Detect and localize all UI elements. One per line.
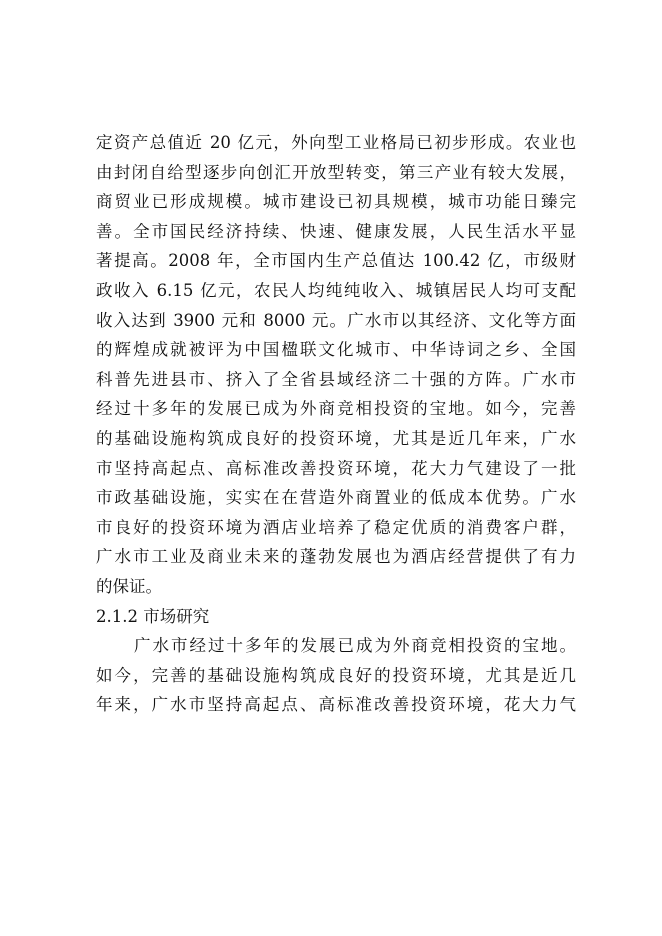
- text-line: 科普先进县市、挤入了全省县域经济二十强的方阵。广水市: [96, 369, 576, 389]
- text-line: 的辉煌成就被评为中国楹联文化城市、中华诗词之乡、全国: [96, 340, 576, 360]
- text-line: 的保证。: [96, 576, 162, 596]
- text-line: 政收入 6.15 亿元，农民人均纯纯收入、城镇居民人均可支配: [96, 280, 576, 300]
- text-line: 广水市经过十多年的发展已成为外商竞相投资的宝地。: [134, 636, 576, 656]
- text-line: 善。全市国民经济持续、快速、健康发展，人民生活水平显: [96, 221, 576, 241]
- text-line: 收入达到 3900 元和 8000 元。广水市以其经济、文化等方面: [96, 310, 576, 330]
- text-line: 商贸业已形成规模。城市建设已初具规模，城市功能日臻完: [96, 192, 576, 212]
- text-line: 的基础设施构筑成良好的投资环境，尤其是近几年来，广水: [96, 428, 576, 448]
- text-line: 著提高。2008 年，全市国内生产总值达 100.42 亿，市级财: [96, 251, 576, 271]
- text-line: 定资产总值近 20 亿元，外向型工业格局已初步形成。农业也: [96, 133, 576, 152]
- section-heading: 2.1.2 市场研究: [96, 606, 210, 626]
- text-line: 经过十多年的发展已成为外商竞相投资的宝地。如今，完善: [96, 399, 576, 419]
- text-line: 年来，广水市坚持高起点、高标准改善投资环境，花大力气: [96, 695, 576, 715]
- text-line: 市政基础设施，实实在在营造外商置业的低成本优势。广水: [96, 488, 576, 508]
- paragraph-market-research: [96, 631, 576, 720]
- text-line: 广水市工业及商业未来的蓬勃发展也为酒店经营提供了有力: [96, 547, 576, 567]
- paragraph-economy-overview: [96, 128, 576, 602]
- text-line: 如今，完善的基础设施构筑成良好的投资环境，尤其是近几: [96, 665, 576, 685]
- text-line: 市坚持高起点、高标准改善投资环境，花大力气建设了一批: [96, 458, 576, 478]
- document-body: [96, 128, 576, 720]
- text-line: 市良好的投资环境为酒店业培养了稳定优质的消费客户群，: [96, 517, 576, 537]
- text-line: 由封闭自给型逐步向创汇开放型转变，第三产业有较大发展，: [96, 162, 576, 182]
